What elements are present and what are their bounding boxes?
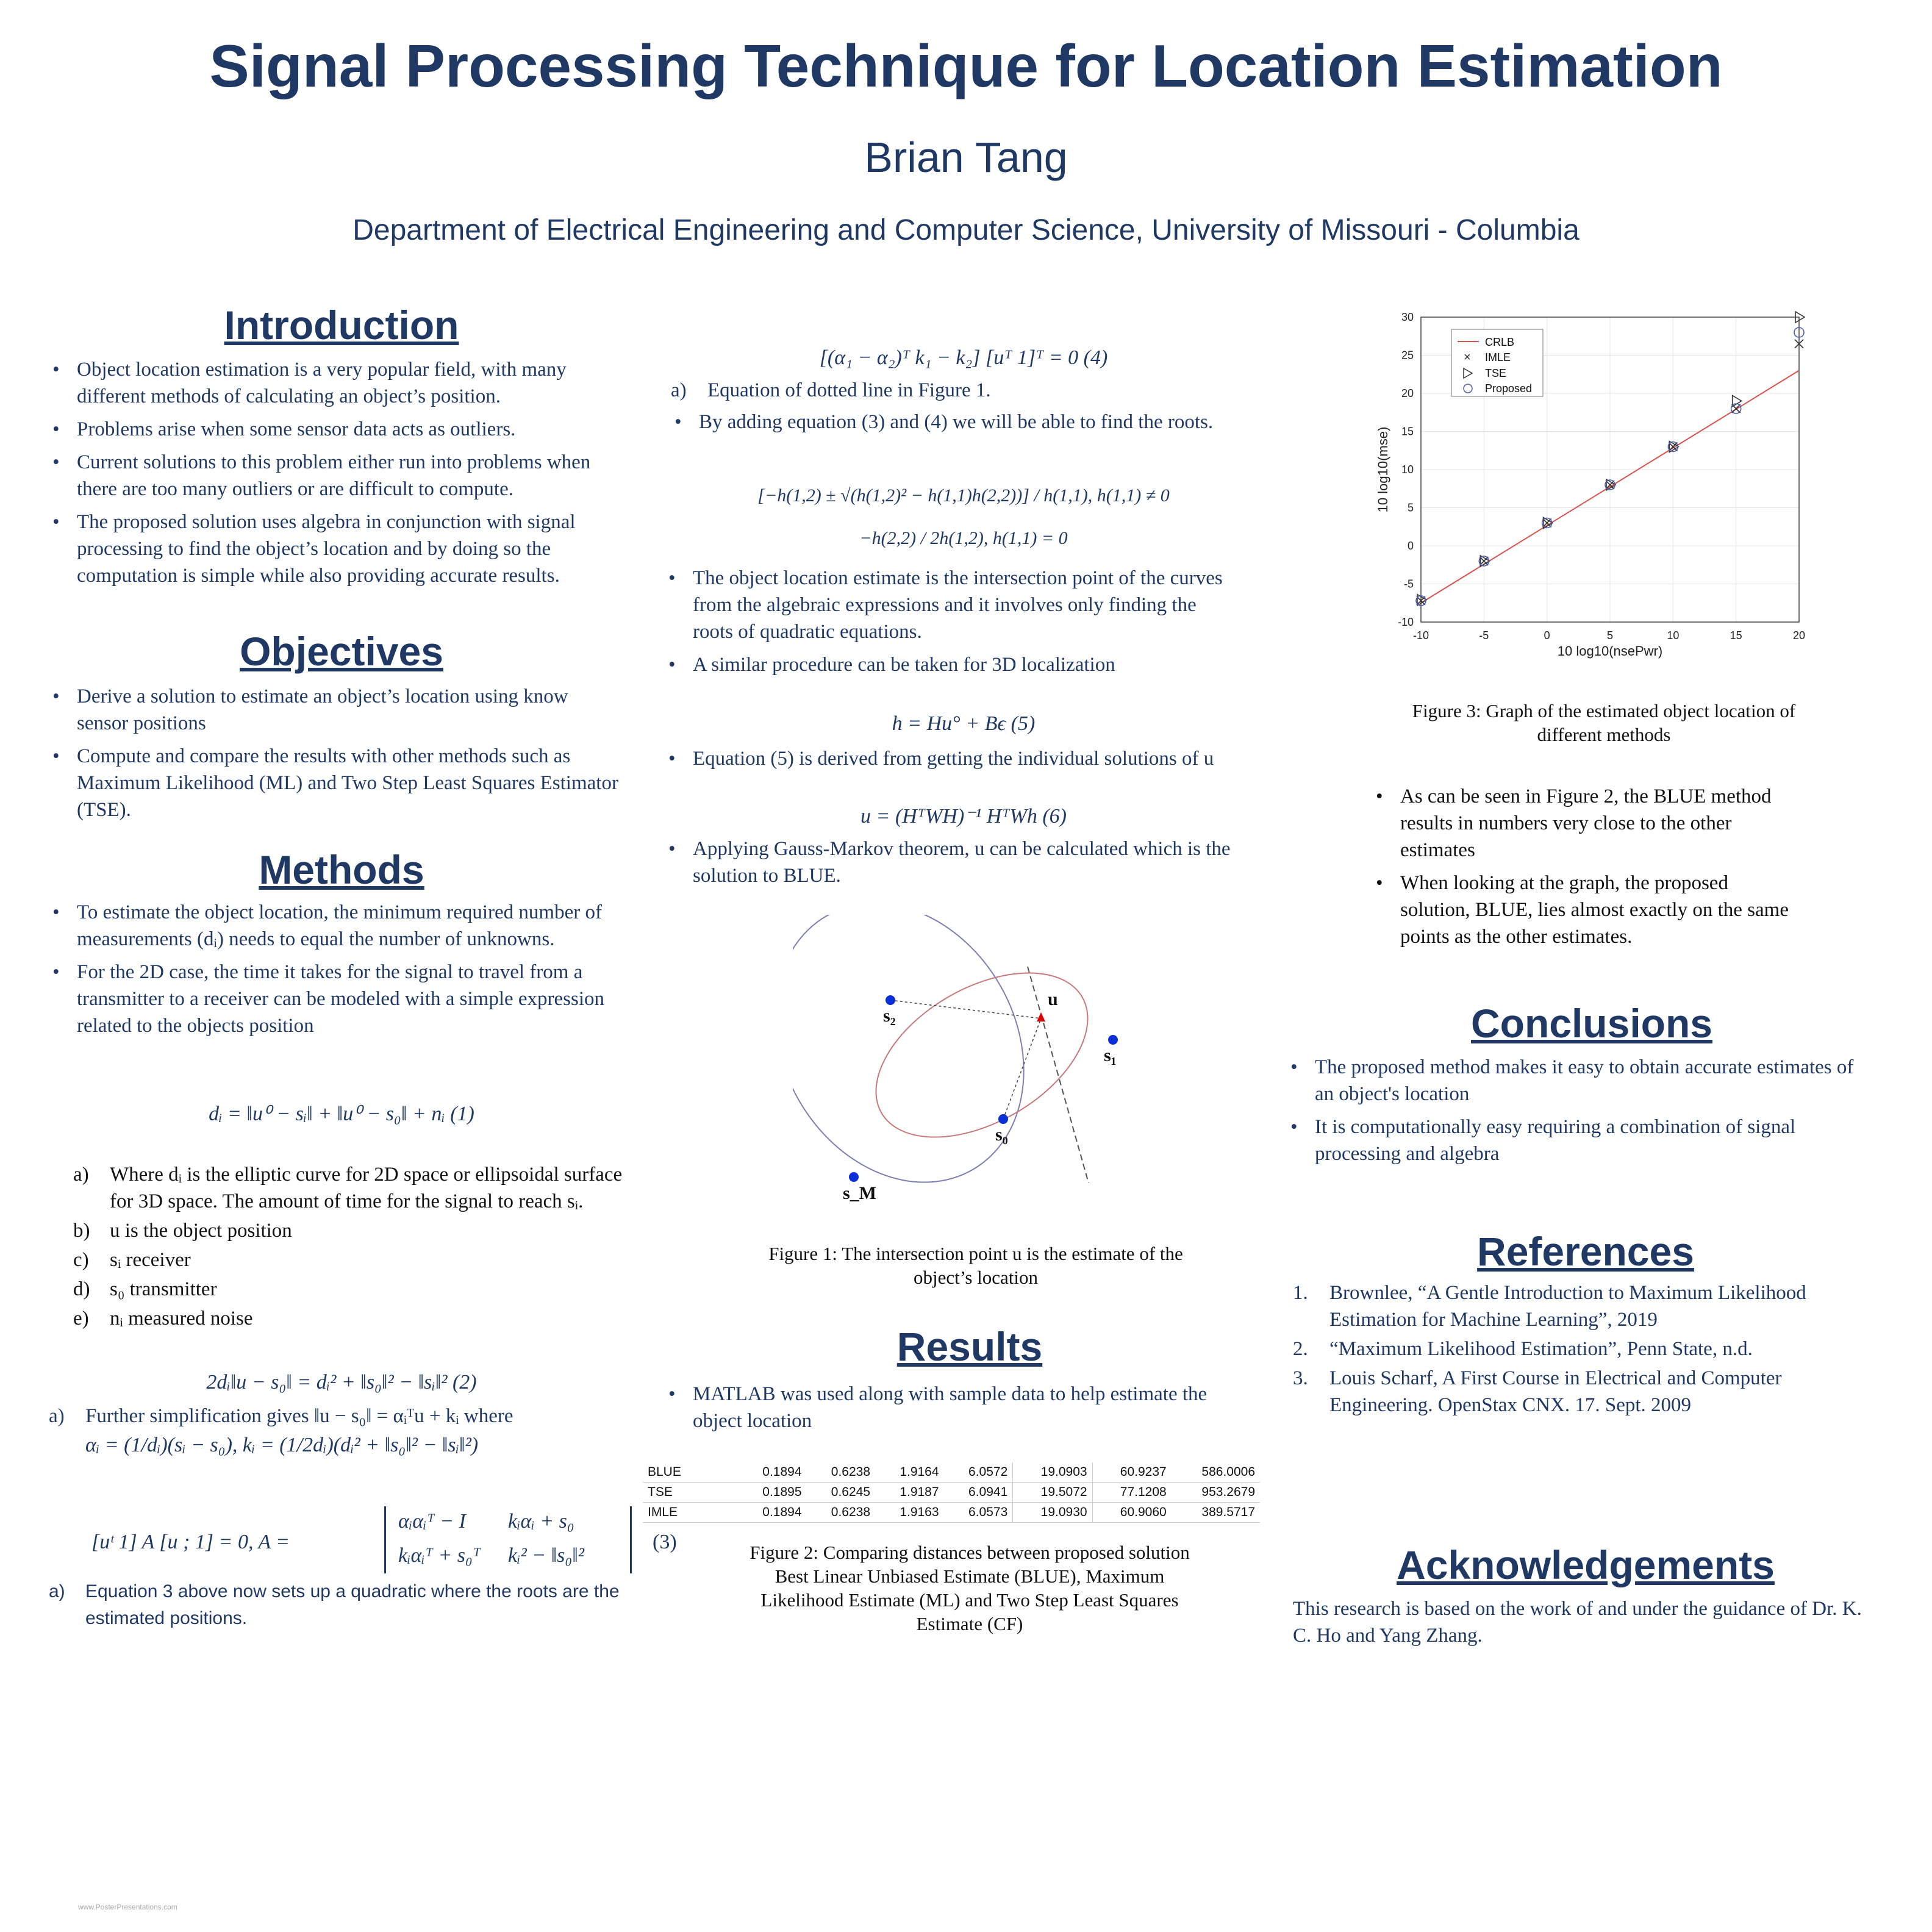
mse-chart [1372,305,1811,671]
list-item: • The proposed method makes it easy to obtain accurate estimates of an object's location [1287,1054,1872,1107]
intersection-marker [1037,1012,1045,1021]
x-tick-label: 15 [1730,629,1742,642]
table-cell: 19.0930 [1013,1503,1092,1523]
y-tick-label: 0 [1407,540,1414,552]
affiliation: Department of Electrical Engineering and Computer Science, University of Missouri - Columbia [352,214,1580,246]
equation-1: dᵢ = ‖u⁰ − sᵢ‖ + ‖u⁰ − s₀‖ + nᵢ (1) [209,1103,474,1125]
equation-4: [(α₁ − α₂)ᵀ k₁ − k₂] [uᵀ 1]ᵀ = 0 (4) [819,346,1108,369]
equation-6: u = (HᵀWH)⁻¹ HᵀWh (6) [860,805,1067,828]
table-cell: 60.9060 [1092,1503,1172,1523]
table-cell: 0.1895 [738,1483,807,1503]
equation-2: 2dᵢ‖u − s₀‖ = dᵢ² + ‖s₀‖² − ‖sᵢ‖² (2) [206,1371,477,1394]
sensor-s0 [998,1114,1008,1124]
chart-ylabel: 10 log10(mse) [1375,426,1390,513]
table-cell: 6.0941 [944,1483,1013,1503]
legend-imle-swatch: × [1464,351,1471,364]
list-item: • Current solutions to this problem either run into problems when there are too many outliers or are difficult to compute. [49,449,622,503]
poster-title: Signal Processing Technique for Location Estimation [209,32,1723,99]
reference-item: 1. Brownlee, “A Gentle Introduction to Maximum Likelihood Estimation for Machine Learning”, 2019 [1293,1282,1806,1331]
y-tick-label: 15 [1401,425,1414,438]
label-sm: s_M [843,1183,876,1203]
results-heading: Results [896,1324,1043,1369]
table-cell: 0.6245 [807,1483,876,1503]
equation-3: [uᵗ 1] A [u ; 1] = 0, A = αᵢαᵢᵀ − I kᵢαᵢ + s₀ kᵢαᵢᵀ + s₀ᵀ kᵢ² − ‖s₀‖² (3) [91,1506,628,1580]
conclusions-heading: Conclusions [1470,1001,1713,1046]
results-section [665,1381,1244,1440]
methods-note: a) Equation 3 above now sets up a quadratic where the roots are the estimated positions. [49,1581,620,1628]
list-item: • For the 2D case, the time it takes for the signal to travel from a transmitter to a receiver can be modeled with a simple expression related to the objects position [49,959,628,1039]
y-tick-label: -10 [1397,616,1414,628]
step-equation: αᵢ = (1/dᵢ)(sᵢ − s₀), kᵢ = (1/2dᵢ)(dᵢ² + ‖s₀‖² − ‖sᵢ‖²) [85,1434,479,1456]
objectives-section [49,683,622,829]
author-name: Brian Tang [864,134,1068,181]
equation-5: h = Hu° + Bϵ (5) [892,712,1036,735]
middle-roots-bullet [671,409,1238,442]
list-item: • Derive a solution to estimate an object’s location using know sensor positions [49,683,622,737]
y-tick-label: 10 [1401,463,1414,476]
acknowledgements-text: This research is based on the work of and under the guidance of Dr. K. C. Ho and Yang Zhang. [1293,1598,1862,1647]
y-tick-label: 5 [1407,501,1414,514]
receiver-ellipse [793,915,1073,1208]
dotted-line [1028,967,1089,1183]
x-tick-label: -5 [1479,629,1489,642]
root-equation-1: [−h(1,2) ± √(h(1,2)² − h(1,1)h(2,2))] / h(1,1), h(1,1) ≠ 0 [757,485,1170,506]
legend-tse: TSE [1485,367,1507,379]
list-item: • It is computationally easy requiring a combination of signal processing and algebra [1287,1114,1872,1167]
list-item: b) u is the object position [73,1220,292,1242]
list-item: • Equation (5) is derived from getting the individual solutions of u [665,745,1238,772]
list-item: • When looking at the graph, the proposed solution, BLUE, lies almost exactly on the same points as the other estimates. [1372,870,1799,950]
range-line-s2 [890,1000,1041,1018]
reference-item: 3. Louis Scharf, A First Course in Electrical and Computer Engineering. OpenStax CNX. 17. Sept. 2009 [1293,1367,1782,1416]
sensor-sm [849,1172,859,1182]
methods-heading: Methods [259,847,424,892]
x-tick-label: 20 [1792,629,1806,642]
middle-eq5-bullet [665,745,1238,778]
list-item: c) sᵢ receiver [73,1249,191,1271]
middle-blue-bullet [665,835,1238,895]
conclusions-section [1287,1054,1872,1173]
table-cell: 6.0572 [944,1462,1013,1483]
chart-legend [1451,329,1543,396]
x-tick-label: 5 [1606,629,1614,642]
list-item: • The object location estimate is the intersection point of the curves from the algebraic expressions and it involves only finding the roots of quadratic equations. [665,565,1238,645]
x-tick-label: 0 [1544,629,1550,642]
x-tick-label: 10 [1667,629,1680,642]
acknowledgements-heading: Acknowledgements [1397,1542,1775,1587]
y-tick-label: 30 [1401,311,1414,323]
x-tick-label: -10 [1412,629,1429,642]
footer-credit: www.PosterPresentations.com [78,1903,177,1911]
table-cell: 6.0573 [944,1503,1013,1523]
table-cell: 19.0903 [1013,1462,1092,1483]
list-item: a) Where dᵢ is the elliptic curve for 2D space or ellipsoidal surface for 3D space. The amount of time for the signal to reach sᵢ. [73,1164,623,1212]
figure-2-caption: Figure 2: Comparing distances between proposed solution Best Linear Unbiased Estimate (BLUE), Maximum Likelihood Estimate (ML) and Two Step Least Squares Estimate (CF) [750,1542,1190,1634]
methods-step: a) Further simplification gives ‖u − s₀‖ = αᵢᵀu + kᵢ where αᵢ = (1/dᵢ)(sᵢ − s₀), kᵢ = (1/2dᵢ)(dᵢ² + ‖s₀‖² − ‖sᵢ‖²) [49,1403,628,1459]
list-item: • By adding equation (3) and (4) we will be able to find the roots. [671,409,1238,435]
table-cell: 953.2679 [1172,1483,1260,1503]
table-row [643,1503,1260,1523]
references-heading: References [1477,1229,1694,1274]
introduction-section [49,356,622,595]
middle-bullets [665,565,1238,684]
chart-xlabel: 10 log10(nsePwr) [1557,643,1663,659]
table-cell: IMLE [643,1503,738,1523]
middle-note: a) Equation of dotted line in Figure 1. [671,379,991,401]
range-line-s0 [1003,1018,1041,1119]
list-item: e) nᵢ measured noise [73,1308,253,1329]
table-cell: TSE [643,1483,738,1503]
figure-1-caption: Figure 1: The intersection point u is the estimate of the object’s location [768,1243,1183,1288]
table-cell: 1.9163 [875,1503,944,1523]
label-s1: s₁ [1104,1045,1117,1065]
table-cell: 1.9187 [875,1483,944,1503]
results-table [643,1462,1260,1523]
table-cell: 1.9164 [875,1462,944,1483]
table-cell: 0.6238 [807,1503,876,1523]
label-s0: s₀ [995,1125,1008,1145]
list-item: • The proposed solution uses algebra in conjunction with signal processing to find the object’s location and by doing so the computation is simple while also providing accurate results. [49,509,622,589]
table-cell: 19.5072 [1013,1483,1092,1503]
list-item: • As can be seen in Figure 2, the BLUE method results in numbers very close to the other estimates [1372,783,1799,864]
legend-proposed: Proposed [1485,382,1533,395]
figure-3-caption: Figure 3: Graph of the estimated object location of different methods [1412,700,1796,745]
table-cell: 586.0006 [1172,1462,1260,1483]
y-tick-label: 25 [1401,349,1414,362]
figure-1-geometry [793,915,1208,1208]
list-item: • A similar procedure can be taken for 3D localization [665,651,1238,678]
table-cell: 0.6238 [807,1462,876,1483]
list-item: d) s₀ transmitter [73,1278,217,1300]
table-cell: 389.5717 [1172,1503,1260,1523]
table-cell: 0.1894 [738,1503,807,1523]
legend-imle: IMLE [1485,351,1511,363]
root-equation-2: −h(2,2) / 2h(1,2), h(1,1) = 0 [859,528,1068,548]
label-s2: s₂ [883,1006,896,1026]
sensor-s1 [1108,1035,1118,1045]
methods-section [49,899,628,1045]
list-item: • MATLAB was used along with sample data to help estimate the object location [665,1381,1244,1434]
reference-item: 2. “Maximum Likelihood Estimation”, Penn State, n.d. [1293,1338,1753,1360]
objectives-heading: Objectives [240,629,443,674]
table-cell: 77.1208 [1092,1483,1172,1503]
label-u: u [1048,989,1058,1009]
list-item: • Compute and compare the results with other methods such as Maximum Likelihood (ML) and Two Step Least Squares Estimator (TSE). [49,743,622,823]
table-cell: BLUE [643,1462,738,1483]
table-cell: 0.1894 [738,1462,807,1483]
list-item: • Applying Gauss-Markov theorem, u can be calculated which is the solution to BLUE. [665,835,1238,889]
y-tick-label: -5 [1403,578,1414,590]
y-tick-label: 20 [1401,387,1414,399]
methods-definitions [73,1161,628,1334]
list-item: • Object location estimation is a very popular field, with many different methods of calculating an object’s position. [49,356,622,410]
references-section [1293,1279,1872,1421]
table-row [643,1483,1260,1503]
sensor-s2 [886,995,895,1005]
list-item: • Problems arise when some sensor data acts as outliers. [49,416,622,443]
discussion-section [1372,783,1799,956]
introduction-heading: Introduction [224,302,459,348]
legend-crlb: CRLB [1485,336,1515,348]
table-row [643,1462,1260,1483]
table-cell: 60.9237 [1092,1462,1172,1483]
list-item: • To estimate the object location, the minimum required number of measurements (dᵢ) needs to equal the number of unknowns. [49,899,628,953]
